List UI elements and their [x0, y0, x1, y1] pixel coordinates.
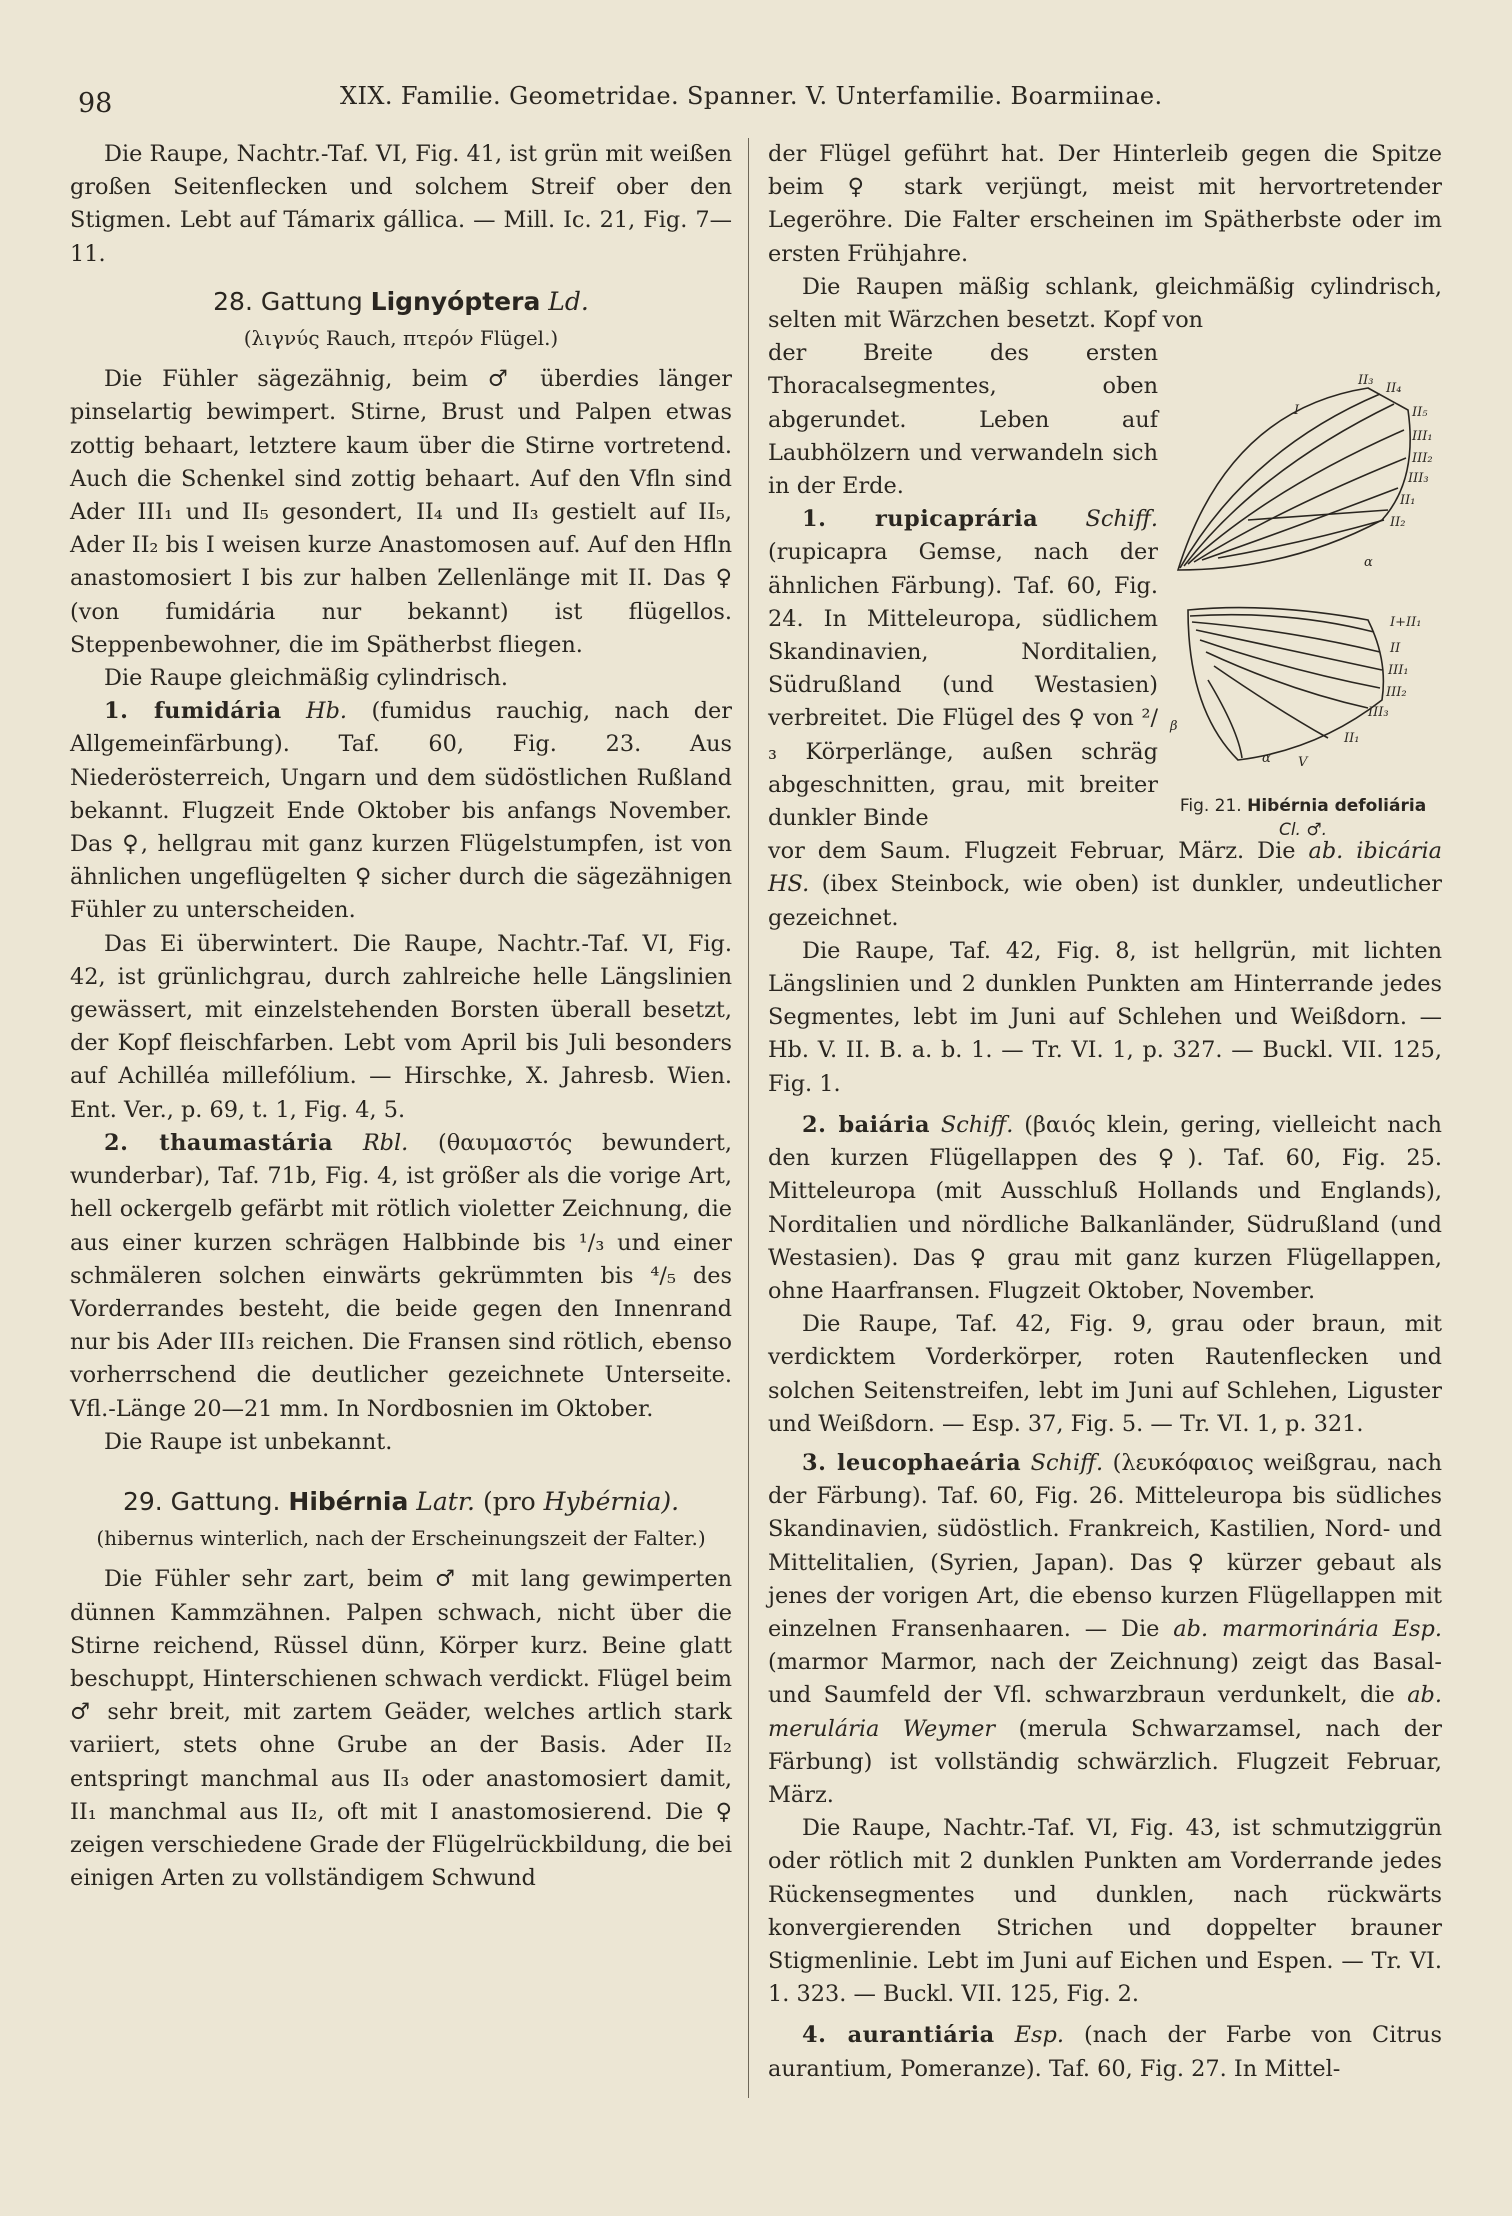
figure-species: Hibérnia defoliária: [1247, 796, 1427, 816]
genus-author: Latr.: [416, 1486, 475, 1516]
figure-caption: [1168, 794, 1438, 842]
species-text: (merula Schwarzamsel, nach der Färbung) ist vollständig schwärzlich. Flugzeit Februar, März.: [768, 1715, 1442, 1808]
species-entry: [768, 503, 1158, 835]
species-text: vor dem Saum. Flugzeit Februar, März. Die: [768, 838, 1296, 865]
genus-etymology: (λιγνύς Rauch, πτερόν Flügel.): [243, 326, 559, 351]
species-text: (θαυμαστός bewundert, wunderbar), Taf. 71b, Fig. 4, ist größer als die vorige Art, hell ockergelb gefärbt mit rötlich violetter Zeichnung, die aus einer kurzen schrägen Halbbinde bis ¹/₃ und einer schmäleren solchen einwärts gekrümmten bis ⁴/₅ des Vorderrandes besteht, die beide gegen den Innenrand nur bis Ader III₃ reichen. Die Fransen sind rötlich, ebenso vorherrschend die deutlicher gezeichnete Unterseite. Vfl.-Länge 20—21 mm. In Nordbosnien im Oktober.: [70, 1129, 733, 1422]
genus-heading-29: [70, 1485, 732, 1518]
paragraph: [768, 835, 1442, 935]
species-entry: [768, 1447, 1442, 1812]
vein-label: III₁: [1412, 429, 1433, 444]
genus-author: Ld.: [548, 286, 589, 316]
genus-pro: (pro: [482, 1486, 536, 1516]
vein-label: III₃: [1408, 471, 1429, 486]
species-name: 2. baiária: [802, 1111, 930, 1138]
species-text: (βαιός klein, gering, vielleicht nach den kurzen Flügellappen des ♀). Taf. 60, Fig. 25. Mitteleuropa (mit Ausschluß Hollands und Englands), Norditalien und nördliche Balkanländer, Südrußland (und Westasien). Das ♀ grau mit ganz kurzen Flügellappen, ohne Haarfransen. Flugzeit Oktober, November.: [768, 1111, 1442, 1304]
species-author: Schiff.: [1030, 1449, 1104, 1476]
vein-label: III₃: [1368, 705, 1389, 720]
vein-label: II₅: [1412, 405, 1428, 420]
species-text: (rupicapra Gemse, nach der ähnlichen Färbung). Taf. 60, Fig. 24. In Mitteleuropa, südlichem Skandinavien, Norditalien, Südrußland (und Westasien) verbreitet. Die Flügel des ♀ von ²/₃ Körperlänge, außen schräg abgeschnitten, grau, mit breiter dunkler Binde: [768, 539, 1158, 832]
species-name: 1. rupicaprária: [802, 506, 1039, 533]
left-column: [70, 138, 732, 1895]
species-author: Rbl.: [362, 1129, 409, 1156]
paragraph: der Breite des ersten Thoracalsegmentes, oben abgerundet. Leben auf Laubhölzern und verwandeln sich in der Erde.: [768, 340, 1158, 500]
paragraph: Die Raupe ist unbekannt.: [104, 1428, 393, 1455]
genus-number: 28. Gattung: [213, 286, 363, 316]
paragraph: Die Raupe, Taf. 42, Fig. 8, ist hellgrün, mit lichten Längslinien und 2 dunklen Punkten am Hinterrande jedes Segmentes, lebt im Juni auf Schlehen und Weißdorn. — Hb. V. II. B. a. b. 1. — Tr. VI. 1, p. 327. — Buckl. VII. 125, Fig. 1.: [768, 937, 1442, 1097]
column-divider: [748, 138, 749, 2098]
paragraph: Die Raupe, Nachtr.-Taf. VI, Fig. 43, ist schmutziggrün oder rötlich mit 2 dunklen Punkten am Vorderrande jedes Rückensegmentes und dunklen, nach rückwärts konvergierenden Strichen und doppelter brauner Stigmenlinie. Lebt im Juni auf Eichen und Espen. — Tr. VI. 1. 323. — Buckl. VII. 125, Fig. 2.: [768, 1815, 1442, 2008]
paragraph: Das Ei überwintert. Die Raupe, Nachtr.-Taf. VI, Fig. 42, ist grünlichgrau, durch zahlreiche helle Längslinien gewässert, mit einzelstehenden Borsten überall besetzt, der Kopf fleischfarben. Lebt vom April bis Juli besonders auf Achilléa millefólium. — Hirschke, X. Jahresb. Wien. Ent. Ver., p. 69, t. 1, Fig. 4, 5.: [70, 930, 732, 1123]
vein-label: II₂: [1390, 515, 1406, 530]
figure-author: Cl. ♂.: [1278, 820, 1328, 840]
paragraph: Die Fühler sägezähnig, beim ♂ überdies länger pinselartig bewimpert. Stirne, Brust und Palpen etwas zottig behaart, letztere kaum über die Stirne vortretend. Auch die Schenkel sind zottig behaart. Auf den Vfln sind Ader III₁ und II₅ gesondert, II₄ und II₃ gestielt auf II₅, Ader II₂ bis I weisen kurze Anastomosen auf. Auf den Hfln anastomosiert I bis zur halben Zellenlänge mit II. Das ♀ (von fumidária nur bekannt) ist flügellos. Steppenbewohner, die im Spätherbst fliegen.: [70, 366, 732, 658]
vein-label: II₁: [1400, 493, 1416, 508]
vein-label: V: [1298, 755, 1308, 770]
vein-label: III₂: [1412, 451, 1433, 466]
species-name: 4. aurantiária: [802, 2022, 995, 2049]
species-entry: [768, 2019, 1442, 2085]
paragraph: Die Fühler sehr zart, beim ♂ mit lang gewimperten dünnen Kammzähnen. Palpen schwach, nicht über die Stirne reichend, Rüssel dünn, Körper kurz. Beine glatt beschuppt, Hinterschienen schwach verdickt. Flügel beim ♂ sehr breit, mit zartem Geäder, welches artlich stark variiert, stets ohne Grube an der Basis. Ader II₂ entspringt manchmal aus II₃ oder anastomosiert damit, II₁ manchmal aus II₂, oft mit I anastomosierend. Die ♀ zeigen verschiedene Grade der Flügelrückbildung, die bei einigen Arten zu vollständigem Schwund: [70, 1566, 732, 1892]
vein-label: III₂: [1386, 685, 1407, 700]
paragraph: der Flügel geführt hat. Der Hinterleib gegen die Spitze beim ♀ stark verjüngt, meist mit hervortretender Legeröhre. Die Falter erscheinen im Spätherbste oder im ersten Frühjahre.: [768, 141, 1442, 267]
vein-label: II₄: [1386, 381, 1402, 396]
species-text: (nach der Farbe von Citrus aurantium, Pomeranze). Taf. 60, Fig. 27. In Mittel-: [768, 2022, 1442, 2082]
vein-label: α: [1364, 555, 1373, 570]
species-author: Schiff.: [1085, 506, 1158, 533]
vein-label: α: [1262, 751, 1271, 766]
paragraph: Die Raupe, Nachtr.-Taf. VI, Fig. 41, ist grün mit weißen großen Seitenflecken und solchem Streif ober den Stigmen. Lebt auf Támarix gállica. — Mill. Ic. 21, Fig. 7—11.: [70, 141, 732, 267]
genus-etymology: (hibernus winterlich, nach der Erscheinungszeit der Falter.): [96, 1526, 706, 1551]
species-name: 3. leucophaeária: [802, 1449, 1022, 1476]
vein-label: II₁: [1344, 731, 1360, 746]
aberration-name: ab. ibicária HS.: [768, 838, 1443, 898]
paragraph: Die Raupe gleichmäßig cylindrisch.: [104, 665, 509, 692]
genus-number: 29. Gattung.: [122, 1486, 281, 1516]
aberration-name: ab. marmorinária Esp.: [1173, 1615, 1442, 1642]
vein-label: I: [1294, 403, 1300, 418]
aberration-name: ab. merulária Weymer: [768, 1682, 1442, 1742]
genus-heading-28: [70, 285, 732, 318]
species-author: Esp.: [1014, 2022, 1064, 2049]
species-entry: [70, 695, 732, 927]
vein-label: II₃: [1358, 373, 1374, 388]
page-number: 98: [78, 88, 113, 119]
species-text: (marmor Marmor, nach der Zeichnung) zeigt das Basal- und Saumfeld der Vfl. schwarzbraun verdunkelt, die: [768, 1649, 1442, 1709]
species-entry: [70, 1127, 732, 1426]
vein-label: II: [1390, 641, 1401, 656]
species-text: (fumidus rauchig, nach der Allgemeinfärbung). Taf. 60, Fig. 23. Aus Niederösterreich, Ungarn und dem südöstlichen Rußland bekannt. Flugzeit Ende Oktober bis anfangs November. Das ♀, hellgrau mit ganz kurzen Flügelstumpfen, ist von ähnlichen ungeflügelten ♀ sicher durch die sägezähnigen Fühler zu unterscheiden.: [70, 698, 732, 924]
vein-label: I+II₁: [1390, 615, 1422, 630]
species-author: Schiff.: [940, 1111, 1014, 1138]
species-text: (λευκόφαιος weißgrau, nach der Färbung). Taf. 60, Fig. 26. Mitteleuropa bis südliches Skandinavien, südöstlich. Frankreich, Kastilien, Nord- und Mittelitalien, (Syrien, Japan). Das ♀ kürzer gebaut als jenes der vorigen Art, die ebenso kurzen Flügellappen mit einzelnen Fransenhaaren. — Die: [768, 1449, 1442, 1642]
figure-21: [1168, 370, 1438, 842]
vein-label: β: [1170, 719, 1178, 734]
paragraph: Die Raupen mäßig schlank, gleichmäßig cylindrisch, selten mit Wärzchen besetzt. Kopf von: [768, 273, 1442, 334]
figure-number: Fig. 21.: [1179, 796, 1242, 816]
genus-alt-name: Hybérnia).: [543, 1486, 680, 1516]
species-name: 2. thaumastária: [104, 1129, 334, 1156]
species-name: 1. fumidária: [104, 698, 282, 725]
wing-venation-diagram: [1168, 370, 1438, 790]
species-author: Hb.: [306, 698, 348, 725]
genus-name: Hibérnia: [288, 1486, 409, 1516]
paragraph: Die Raupe, Taf. 42, Fig. 9, grau oder braun, mit verdicktem Vorderkörper, roten Rautenflecken und solchen Seitenstreifen, lebt im Juni auf Schlehen, Liguster und Weißdorn. — Esp. 37, Fig. 5. — Tr. VI. 1, p. 321.: [768, 1311, 1442, 1437]
genus-name: Lignyóptera: [370, 286, 541, 316]
species-entry: [768, 1109, 1442, 1308]
vein-label: III₁: [1388, 663, 1409, 678]
running-title: XIX. Familie. Geometridae. Spanner. V. Unterfamilie. Boarmiinae.: [340, 82, 1163, 110]
species-text: (ibex Steinbock, wie oben) ist dunkler, undeutlicher gezeichnet.: [768, 871, 1442, 931]
